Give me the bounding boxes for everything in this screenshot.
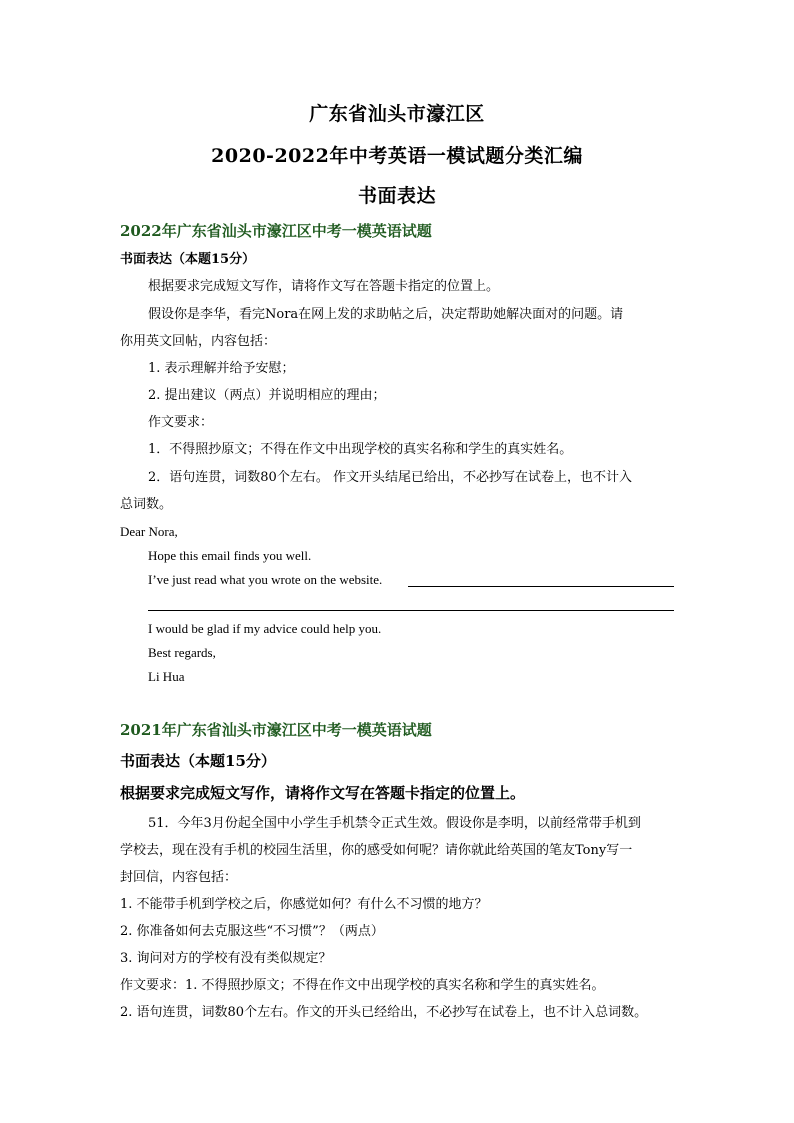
letter-salutation: Dear Nora,	[120, 524, 178, 539]
section-2022-prompt-line1: 假设你是李华，看完Nora在网上发的求助帖之后，决定帮助她解决面对的问题。请	[148, 307, 624, 322]
section-2022-req2-line2: 总词数。	[120, 497, 173, 512]
section-2022-instruction: 根据要求完成短文写作，请将作文写在答题卡指定的位置上。	[148, 279, 500, 294]
section-2022-req1: 1．不得照抄原文；不得在作文中出现学校的真实名称和学生的真实姓名。	[148, 442, 573, 457]
doc-title-section: 书面表达	[357, 185, 436, 207]
letter-line2: I’ve just read what you wrote on the website.	[148, 572, 383, 587]
section-2021-prompt-line3: 封回信，内容包括：	[120, 870, 238, 885]
section-2021-req1: 作文要求：1. 不得照抄原文；不得在作文中出现学校的真实名称和学生的真实姓名。	[120, 978, 605, 993]
section-2022-item1: 1. 表示理解并给予安慰；	[148, 361, 295, 376]
answer-blank-line	[148, 610, 674, 611]
section-2021-label: 书面表达（本题15分）	[120, 752, 276, 770]
answer-blank-line	[408, 586, 674, 587]
doc-title-region: 广东省汕头市濠江区	[309, 103, 485, 125]
doc-title-subject: 2020-2022年中考英语一模试题分类汇编	[211, 145, 583, 167]
section-2021-heading: 2021年广东省汕头市濠江区中考一模英语试题	[120, 721, 432, 739]
section-2021-instruction: 根据要求完成短文写作，请将作文写在答题卡指定的位置上。	[120, 784, 526, 802]
section-2021-item3: 3. 询问对方的学校有没有类似规定？	[120, 951, 332, 966]
section-2021-req2: 2. 语句连贯，词数80个左右。作文的开头已经给出，不必抄写在试卷上，也不计入总词数。	[120, 1005, 648, 1020]
section-2022-item2: 2. 提出建议（两点）并说明相应的理由；	[148, 388, 386, 403]
section-2021-item2: 2. 你准备如何去克服这些“不习惯”？（两点）	[120, 924, 384, 939]
section-2022-label: 书面表达（本题15分）	[120, 252, 256, 267]
section-2022-prompt-line2: 你用英文回帖，内容包括：	[120, 334, 277, 349]
letter-line1: Hope this email finds you well.	[148, 548, 312, 563]
section-2021-prompt-line1: 51．今年3月份起全国中小学生手机禁令正式生效。假设你是李明，以前经常带手机到	[148, 816, 641, 831]
letter-closing: Best regards,	[148, 645, 216, 660]
section-2021-item1: 1. 不能带手机到学校之后，你感觉如何？有什么不习惯的地方？	[120, 897, 488, 912]
section-2022-req2-line1: 2．语句连贯，词数80个左右。 作文开头结尾已给出，不必抄写在试卷上，也不计入	[148, 470, 632, 485]
letter-line3: I would be glad if my advice could help you.	[148, 621, 382, 636]
section-2022-req-title: 作文要求：	[148, 415, 214, 430]
section-2021-prompt-line2: 学校去，现在没有手机的校园生活里，你的感受如何呢？请你就此给英国的笔友Tony写一	[120, 843, 633, 858]
letter-signature: Li Hua	[148, 669, 185, 684]
section-2022-heading: 2022年广东省汕头市濠江区中考一模英语试题	[120, 222, 432, 240]
